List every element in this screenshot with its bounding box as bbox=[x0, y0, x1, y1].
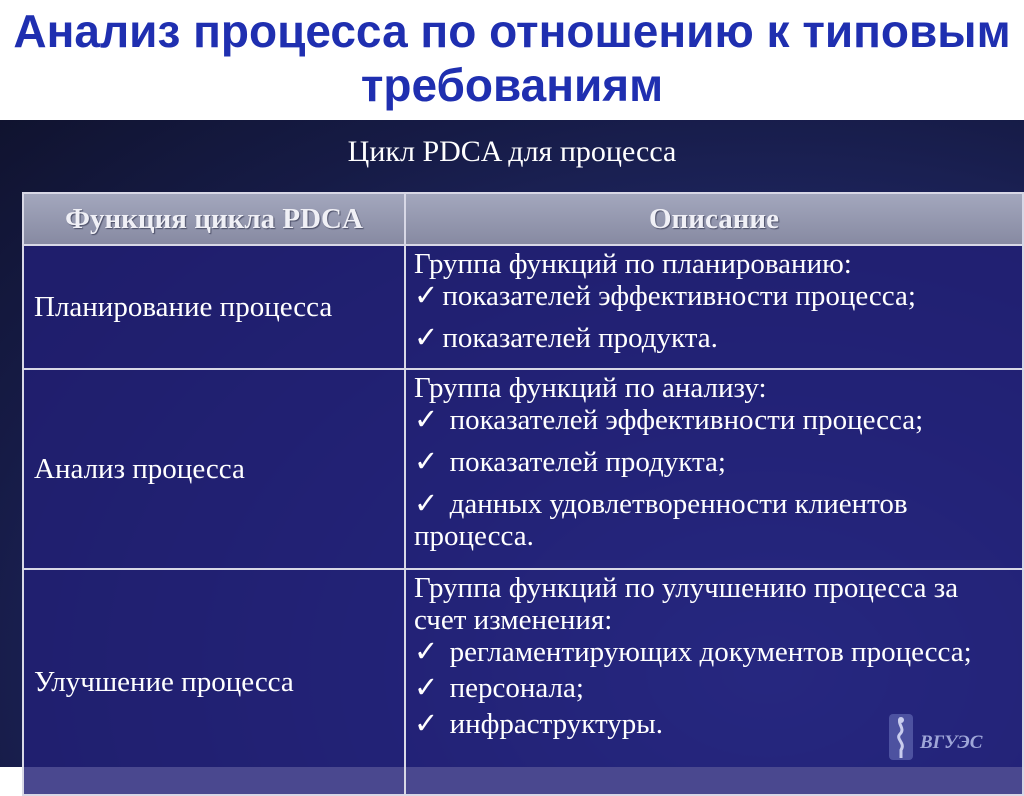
list-item bbox=[414, 322, 1014, 354]
description-cell bbox=[405, 369, 1023, 569]
table-row bbox=[23, 245, 1023, 369]
list-item-text: данных удовлетворенности клиентов процесса. bbox=[414, 488, 908, 552]
list-item bbox=[414, 488, 1014, 552]
description-list bbox=[414, 280, 1014, 354]
table-row bbox=[23, 569, 1023, 795]
table-row bbox=[23, 369, 1023, 569]
column-header-description: Описание bbox=[405, 193, 1023, 245]
list-item-text: показателей эффективности процесса; bbox=[442, 280, 916, 312]
logo-text: ВГУЭС bbox=[920, 732, 983, 753]
check-icon: ✓ bbox=[414, 636, 439, 668]
check-icon: ✓ bbox=[414, 708, 439, 740]
check-icon: ✓ bbox=[414, 404, 439, 436]
list-item-text: показателей продукта; bbox=[449, 446, 726, 478]
column-header-function: Функция цикла PDCA bbox=[23, 193, 405, 245]
function-cell: Планирование процесса bbox=[23, 245, 405, 369]
check-icon: ✓ bbox=[414, 488, 439, 520]
list-item-text: персонала; bbox=[449, 672, 584, 704]
description-cell bbox=[405, 245, 1023, 369]
university-logo bbox=[886, 712, 996, 764]
list-item-text: регламентирующих документов процесса; bbox=[449, 636, 972, 668]
check-icon: ✓ bbox=[414, 672, 439, 704]
title-bar bbox=[0, 0, 1024, 120]
description-lead: Группа функций по анализу: bbox=[414, 372, 767, 404]
check-icon: ✓ bbox=[414, 280, 439, 312]
pdca-table bbox=[22, 192, 1024, 796]
description-list bbox=[414, 404, 1014, 552]
table-header-row bbox=[23, 193, 1023, 245]
university-logo-icon bbox=[886, 712, 916, 762]
list-item bbox=[414, 636, 1014, 668]
list-item bbox=[414, 446, 1014, 478]
list-item bbox=[414, 404, 1014, 436]
check-icon: ✓ bbox=[414, 322, 439, 354]
list-item bbox=[414, 672, 1014, 704]
function-cell: Анализ процесса bbox=[23, 369, 405, 569]
page-title: Анализ процесса по отношению к типовым требованиям bbox=[13, 5, 1011, 111]
list-item-text: показателей эффективности процесса; bbox=[449, 404, 924, 436]
table-caption: Цикл PDCA для процесса bbox=[347, 135, 677, 168]
list-item bbox=[414, 280, 1014, 312]
description-lead: Группа функций по улучшению процесса за счет изменения: bbox=[414, 572, 959, 636]
function-cell: Улучшение процесса bbox=[23, 569, 405, 795]
list-item-text: показателей продукта. bbox=[442, 322, 718, 354]
description-lead: Группа функций по планированию: bbox=[414, 248, 852, 280]
check-icon: ✓ bbox=[414, 446, 439, 478]
list-item-text: инфраструктуры. bbox=[449, 708, 664, 740]
